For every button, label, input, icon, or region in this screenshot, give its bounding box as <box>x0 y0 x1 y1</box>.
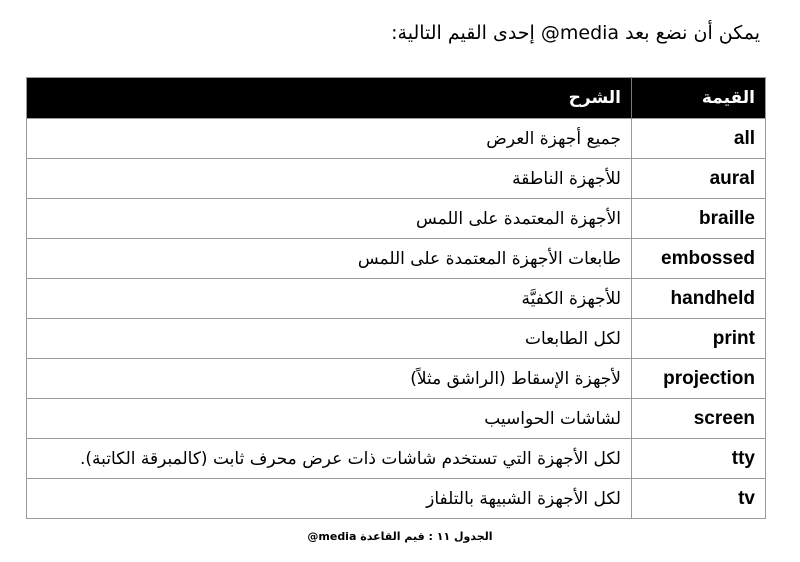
intro-paragraph: يمكن أن نضع بعد media@ إحدى القيم التالية: <box>391 22 760 44</box>
table-row <box>27 119 766 159</box>
table-row <box>27 239 766 279</box>
table-row <box>27 319 766 359</box>
table-header <box>27 78 766 119</box>
table-caption: الجدول ١١ : قيم القاعدة media@ <box>307 530 493 543</box>
table-row <box>27 359 766 399</box>
media-values-table-container <box>26 77 766 519</box>
table-row <box>27 399 766 439</box>
value-cell: print <box>632 319 766 359</box>
value-cell: tty <box>632 439 766 479</box>
media-values-table <box>26 77 766 519</box>
value-cell: screen <box>632 399 766 439</box>
description-cell: جميع أجهزة العرض <box>27 119 632 159</box>
table-row <box>27 159 766 199</box>
value-cell: aural <box>632 159 766 199</box>
table-header-row <box>27 78 766 119</box>
value-cell: projection <box>632 359 766 399</box>
description-cell: للأجهزة الناطقة <box>27 159 632 199</box>
description-cell: لشاشات الحواسيب <box>27 399 632 439</box>
description-cell: لكل الأجهزة الشبيهة بالتلفاز <box>27 479 632 519</box>
value-cell: embossed <box>632 239 766 279</box>
description-cell: لكل الطابعات <box>27 319 632 359</box>
value-cell: handheld <box>632 279 766 319</box>
value-cell: braille <box>632 199 766 239</box>
value-cell: all <box>632 119 766 159</box>
table-row <box>27 439 766 479</box>
table-body <box>27 119 766 519</box>
table-row <box>27 479 766 519</box>
value-cell: tv <box>632 479 766 519</box>
header-value: القيمة <box>632 78 766 119</box>
description-cell: الأجهزة المعتمدة على اللمس <box>27 199 632 239</box>
table-row <box>27 199 766 239</box>
table-row <box>27 279 766 319</box>
description-cell: لأجهزة الإسقاط (الراشق مثلاً) <box>27 359 632 399</box>
header-description: الشرح <box>27 78 632 119</box>
description-cell: لكل الأجهزة التي تستخدم شاشات ذات عرض محرف ثابت (كالمبرقة الكاتبة). <box>27 439 632 479</box>
description-cell: للأجهزة الكفيَّة <box>27 279 632 319</box>
description-cell: طابعات الأجهزة المعتمدة على اللمس <box>27 239 632 279</box>
